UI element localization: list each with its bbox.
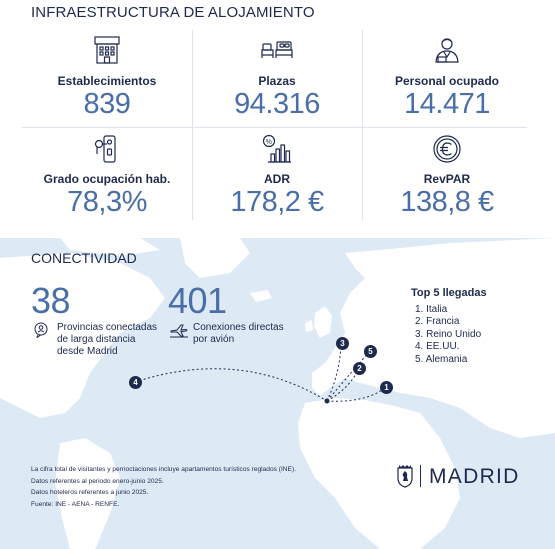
provinces-description	[57, 322, 157, 358]
stat-label: Plazas	[258, 74, 296, 88]
stat-label: RevPAR	[423, 172, 471, 186]
top5-title: Top 5 llegadas	[411, 287, 487, 299]
stat-value: 138,8 €	[400, 186, 494, 218]
top5-item: 4. EE.UU.	[415, 341, 460, 353]
connectivity-section	[0, 238, 555, 549]
percent-chart-icon	[192, 134, 362, 162]
flights-description-line: por avión	[193, 334, 235, 345]
stat-adr	[192, 128, 362, 228]
footnotes	[31, 464, 351, 510]
top5-item: 5. Alemania	[415, 353, 468, 365]
stat-establecimientos	[22, 30, 192, 130]
footnote: Datos referentes al periodo enero-junio 2025.	[31, 477, 164, 485]
euro-coin-icon	[362, 134, 532, 162]
route-marker-3: 3	[336, 337, 349, 350]
madrid-logo	[395, 464, 530, 490]
svg-text:%: %	[265, 138, 272, 146]
flights-count: 401	[168, 280, 227, 321]
stat-personal-ocupado	[362, 30, 532, 130]
provinces-description-line: desde Madrid	[57, 346, 118, 357]
beds-icon	[192, 36, 362, 64]
route-marker-2: 2	[353, 362, 366, 375]
stat-label: ADR	[264, 172, 290, 186]
flights-description-line: Conexiones directas	[193, 322, 284, 333]
route-marker-1: 1	[380, 381, 393, 394]
stat-value: 839	[83, 88, 131, 120]
footnote: Fuente: INE - AENA - RENFE.	[31, 500, 120, 508]
footnote: La cifra total de visitantes y pernoctaciones incluye apartamentos turísticos reglados (INE).	[31, 466, 296, 473]
top5-item: 2. Francia	[415, 316, 460, 328]
provinces-description-line: de larga distancia	[57, 334, 136, 345]
door-key-icon	[22, 134, 192, 162]
footnote: Datos hoteleros referentes a junio 2025.	[31, 489, 149, 497]
stat-label: Establecimientos	[57, 74, 157, 88]
provinces-count: 38	[31, 280, 71, 321]
stat-revpar	[362, 128, 532, 228]
top5-item: 1. Italia	[415, 304, 448, 315]
top5-arrivals	[411, 287, 531, 366]
brand-name: MADRID	[429, 465, 520, 488]
stat-value: 94.316	[234, 88, 320, 120]
flights-description	[193, 322, 284, 346]
stat-value: 78,3%	[67, 186, 147, 218]
madrid-coat-of-arms-icon	[395, 464, 415, 488]
top5-item: 3. Reino Unido	[415, 328, 482, 340]
stat-value: 14.471	[404, 88, 490, 120]
stat-plazas	[192, 30, 362, 130]
infrastructure-section	[0, 0, 555, 238]
section-title: CONECTIVIDAD	[31, 250, 137, 266]
airplane-icon	[169, 322, 189, 343]
speech-person-icon	[33, 322, 49, 343]
route-marker-5: 5	[364, 345, 377, 358]
stat-grado-ocupacion	[22, 128, 192, 228]
provinces-description-line: Provincias conectadas	[57, 322, 158, 333]
staff-person-icon	[362, 36, 532, 64]
section-title: INFRAESTRUCTURA DE ALOJAMIENTO	[31, 4, 315, 21]
stat-value: 178,2 €	[230, 186, 324, 218]
stat-label: Personal ocupado	[394, 74, 500, 88]
route-marker-4: 4	[129, 376, 142, 389]
stat-label: Grado ocupación hab.	[43, 172, 171, 186]
stats-grid	[22, 30, 532, 230]
hotel-building-icon	[22, 36, 192, 64]
logo-divider	[420, 465, 421, 487]
